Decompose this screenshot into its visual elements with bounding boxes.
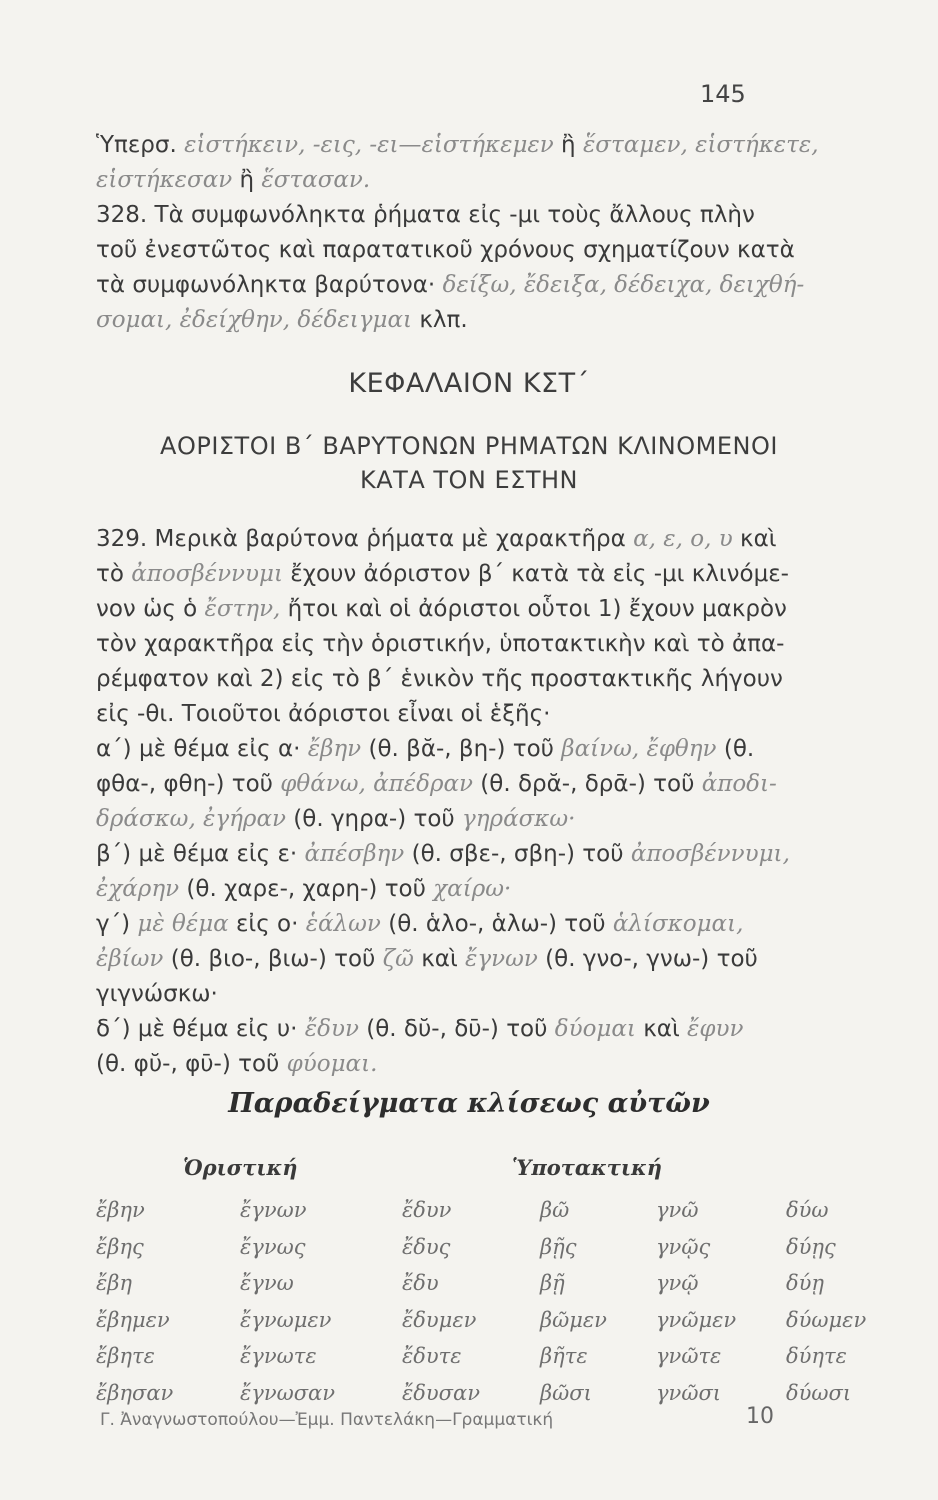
chapter-title: ΚΕΦΑΛΑΙΟΝ ΚΣΤ΄ [348,368,590,399]
text-line [96,303,786,338]
paradigm-form: βῇ [540,1271,565,1295]
text-line [96,268,805,303]
text-run: εἰς -θι. Τοιοῦτοι ἀόριστοι εἶναι οἱ ἑξῆς· [96,701,551,727]
text-run: (θ. βᾰ-, βη-) τοῦ [361,736,562,762]
paradigm-form: δύωμεν [786,1307,867,1332]
italic-run: φθάνω, ἀπέδραν [280,771,473,797]
paradigm-form: δύῃς [786,1234,836,1259]
italic-run: δείξω, ἔδειξα, δέδειχα, δειχθή- [442,272,805,298]
italic-run: εἱστήκειν, -εις, -ει—εἱστήκεμεν [184,132,554,158]
footer-author-title: Γ. Ἀναγνωστοπούλου—Ἐμμ. Παντελάκη—Γραμματική [100,1410,554,1430]
text-run: καὶ [413,946,466,972]
section-title-line-1: ΑΟΡΙΣΤΟΙ Β΄ ΒΑΡΥΤΟΝΩΝ ΡΗΜΑΤΩΝ ΚΛΙΝΟΜΕΝΟΙ [160,432,778,460]
text-line [96,163,786,198]
italic-run: βαίνω, ἔφθην [561,736,717,762]
text-run: Ὑπερσ. [96,132,185,158]
paradigm-form: βῶμεν [540,1307,607,1332]
text-run: (θ. σβε-, σβη-) τοῦ [404,841,631,867]
paradigm-form: γνῷ [656,1271,699,1295]
text-run: (θ. δρᾰ-, δρᾱ-) τοῦ [473,771,702,797]
text-run: (θ. ἁλο-, ἁλω-) τοῦ [380,911,613,937]
paradigm-form: ἔδυτε [402,1344,462,1368]
paradigm-form: ἔβημεν [96,1307,170,1332]
paradigm-column [540,1198,607,1417]
text-run: 328. Τὰ συμφωνόληκτα ῥήματα εἰς -μι τοὺς ἄλλους πλὴν [96,202,755,228]
paradigm-form: ἔγνωτε [240,1344,317,1368]
paragraph-pluperfect [96,128,819,198]
italic-run: ἀποσβέννυμι [131,561,283,587]
paradigm-form: γνῶ [656,1198,699,1222]
paradigm-form: γνῶτε [656,1344,722,1368]
paradigm-form: ἔδυ [402,1271,439,1295]
italic-run: ἔβην [307,736,362,762]
text-line [96,1047,786,1082]
italic-run: ἐχάρην [96,876,180,902]
text-run: 329. Μερικὰ βαρύτονα ῥήματα μὲ χαρακτῆρα [96,526,634,552]
paradigm-form: γνῶσι [656,1380,722,1405]
paradigm-form: δύητε [786,1344,847,1368]
paradigm-form: βῶσι [540,1380,592,1405]
italic-run: ἔφυν [687,1016,744,1042]
italic-run: ἀπέσβην [304,841,405,867]
text-line [96,1012,786,1047]
italic-run: χαίρω· [433,876,512,902]
text-run: (θ. φῠ-, φῡ-) τοῦ [96,1051,287,1077]
text-line [96,662,786,697]
text-run: ἔχουν ἀόριστον β΄ κατὰ τὰ εἰς -μι κλινόμε- [282,561,789,587]
examples-title: Παραδείγματα κλίσεως αὐτῶν [228,1088,710,1119]
text-run: τὸ [96,561,132,587]
text-line [96,522,786,557]
section-title-line-2: ΚΑΤΑ ΤΟΝ ΕΣΤΗΝ [360,466,578,494]
page-number: 145 [700,80,746,108]
paradigm-form: ἔδυν [402,1198,452,1222]
text-run: νον ὡς ὁ [96,596,205,622]
italic-run: ζῶ [382,946,414,972]
text-line [96,907,786,942]
text-line [96,592,786,627]
text-run: γιγνώσκω· [96,981,218,1007]
paradigm-form: γνῶμεν [656,1307,737,1332]
italic-run: εἱστήκεσαν [96,167,233,193]
text-run: δ΄) μὲ θέμα εἰς υ· [96,1016,305,1042]
text-run: (θ. βιο-, βιω-) τοῦ [163,946,383,972]
text-run: καὶ [635,1016,688,1042]
text-run: ἢ [553,132,583,158]
paradigm-form: ἔβητε [96,1344,155,1368]
paradigm-form: ἔγνω [240,1271,294,1295]
italic-run: δράσκω, ἐγήραν [96,806,286,832]
signature-mark: 10 [746,1404,774,1429]
italic-run: ἑάλων [305,911,381,937]
italic-run: ἕστασαν. [261,167,371,193]
italic-run: δύομαι [554,1016,636,1042]
text-line [96,557,789,592]
italic-run: ἀποσβέννυμι, [630,841,790,867]
text-run: (θ. δῠ-, δῡ-) τοῦ [358,1016,555,1042]
italic-run: μὲ θέμα [137,911,229,937]
paradigm-form: γνῷς [656,1234,711,1259]
paradigm-column [402,1198,480,1417]
paradigm-form: ἔγνωμεν [240,1307,332,1332]
italic-run: ἐβίων [96,946,164,972]
text-line [96,837,790,872]
text-line [96,872,786,907]
paradigm-column [240,1198,335,1417]
paradigm-form: ἔβησαν [96,1380,174,1405]
italic-run: σομαι, ἐδείχθην, δέδειγμαι [96,307,413,333]
text-run: (θ. χαρε-, χαρη-) τοῦ [179,876,434,902]
text-run: φθα-, φθη-) τοῦ [96,771,281,797]
paradigm-form: ἔγνως [240,1234,306,1259]
paradigm-column [786,1198,866,1417]
text-run: τοῦ ἐνεστῶτος καὶ παρατατικοῦ χρόνους σχηματίζουν κατὰ [96,237,795,263]
text-run: ρέμφατον καὶ 2) εἰς τὸ β΄ ἑνικὸν τῆς προστακτικῆς λήγουν [96,666,783,692]
paradigm-column [656,1198,736,1417]
text-run: α΄) μὲ θέμα εἰς α· [96,736,308,762]
italic-run: ἕσταμεν, εἱστήκετε, [582,132,819,158]
paradigm-form: βῶ [540,1198,570,1222]
paradigm-form: ἔβην [96,1198,145,1222]
subjunctive-heading: Ὑποτακτική [512,1155,663,1180]
text-run: τὰ συμφωνόληκτα βαρύτονα· [96,272,443,298]
text-run: ἤτοι καὶ οἱ ἀόριστοι οὗτοι 1) ἔχουν μακρὸν [280,596,787,622]
italic-run: γηράσκω· [462,806,576,832]
paradigm-form: ἔγνων [240,1198,307,1222]
italic-run: ἔδυν [304,1016,359,1042]
text-line [96,942,786,977]
text-run: (θ. γνο-, γνω-) τοῦ [537,946,758,972]
paradigm-form: βῆτε [540,1344,588,1368]
text-run: β΄) μὲ θέμα εἰς ε· [96,841,305,867]
text-run: εἰς ο· [228,911,306,937]
italic-run: ἔστην, [204,596,281,622]
text-run: γ΄) [96,911,138,937]
paradigm-form: βῇς [540,1234,577,1259]
text-line [96,198,786,233]
italic-run: α, ε, ο, υ [633,526,733,552]
paradigm-form: ἔβη [96,1271,132,1295]
paragraph-329 [96,522,790,1082]
paradigm-form: δύωσι [786,1380,852,1405]
text-run: (θ. [716,736,755,762]
paradigm-column [96,1198,173,1417]
paradigm-form: ἔδυσαν [402,1380,480,1405]
text-run: ἢ [232,167,262,193]
paradigm-form: ἔβης [96,1234,144,1259]
paradigm-form: ἔδυς [402,1234,451,1259]
italic-run: ἀποδι- [701,771,777,797]
indicative-heading: Ὁριστική [183,1155,298,1180]
paradigm-form: ἔγνωσαν [240,1380,335,1405]
text-line [96,128,819,163]
text-line [96,767,786,802]
text-line [96,732,786,767]
italic-run: ἁλίσκομαι, [612,911,744,937]
text-run: καὶ [732,526,777,552]
paradigm-form: ἔδυμεν [402,1307,477,1332]
text-line [96,977,786,1012]
italic-run: ἔγνων [465,946,538,972]
text-run: κλπ. [412,307,468,333]
text-run: (θ. γηρα-) τοῦ [285,806,463,832]
text-line [96,627,786,662]
text-line [96,697,786,732]
text-run: τὸν χαρακτῆρα εἰς τὴν ὁριστικήν, ὑποτακτικὴν καὶ τὸ ἀπα- [96,631,785,657]
text-line [96,233,795,268]
italic-run: φύομαι. [286,1051,378,1077]
paradigm-form: δύῃ [786,1271,824,1295]
paradigm-form: δύω [786,1198,829,1222]
text-line [96,802,786,837]
paragraph-328 [96,198,805,338]
